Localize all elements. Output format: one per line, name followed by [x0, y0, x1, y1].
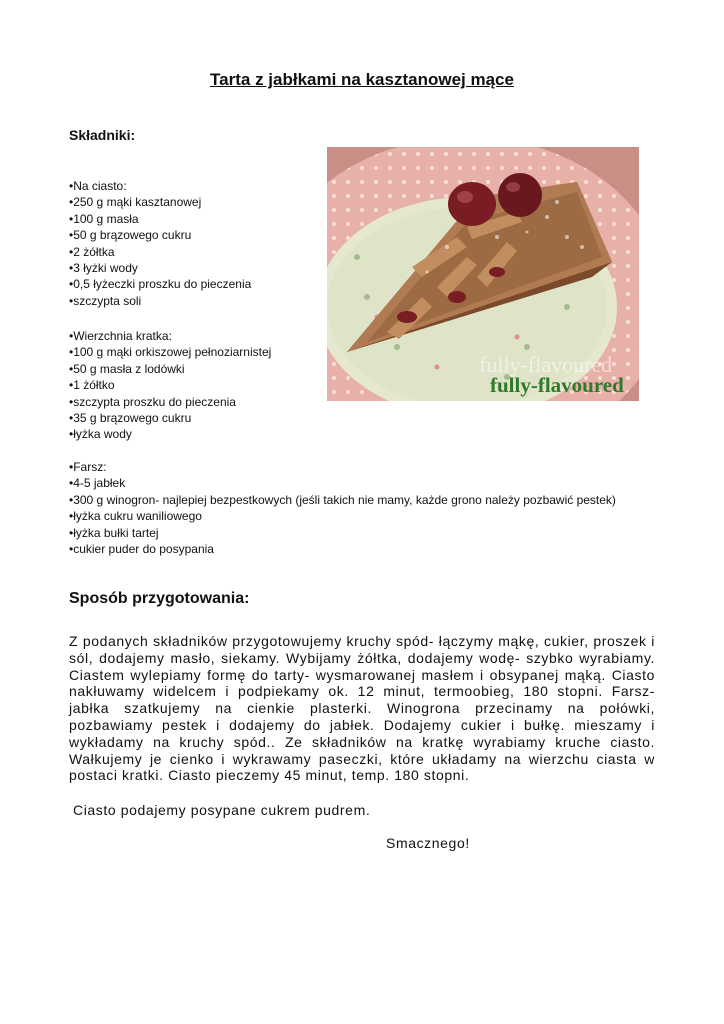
- list-item: • 100 g masła: [69, 211, 251, 227]
- list-item: • cukier puder do posypania: [69, 541, 616, 557]
- list-item: • Wierzchnia kratka:: [69, 328, 271, 344]
- method-paragraph: Z podanych składników przygotowujemy kruchy spód- łączymy mąkę, cukier, proszek i sól, dodajemy masło, siekamy. Wybijamy żółtka, dodajemy wodę- szybko wyrabiamy. Ciastem wylepiamy formę do tarty- wysmarowanej masłem i obsypanej mąką. Ciasto nakłuwamy widelcem i podpiekamy ok. 12 minut, termoobieg, 180 stopni. Farsz- jabłka szatkujemy na cienkie plasterki. Winogrona przecinamy na połówki, pozbawiamy pestek i dodajemy do jabłek. Dodajemy cukier i bułkę. mieszamy i wykładamy na kruchy spód.. Ze składników na kratkę wyrabiamy kruche ciasto. Wałkujemy je cienko i wykrawamy paseczki, które układamy na wierzchu ciasta w postaci kratki. Ciasto pieczemy 45 minut, temp. 180 stopni.: [69, 633, 655, 784]
- list-item: • 100 g mąki orkiszowej pełnoziarnistej: [69, 344, 271, 360]
- tart-photo: [327, 147, 639, 401]
- list-item: • 4-5 jabłek: [69, 475, 616, 491]
- list-item: • łyżka cukru waniliowego: [69, 508, 616, 524]
- list-item: • 50 g masła z lodówki: [69, 361, 271, 377]
- page-title: Tarta z jabłkami na kasztanowej mące: [210, 70, 514, 89]
- list-item: • 2 żółtka: [69, 244, 251, 260]
- list-item: • 0,5 łyżeczki proszku do pieczenia: [69, 276, 251, 292]
- list-item: • Na ciasto:: [69, 178, 251, 194]
- list-item: • szczypta proszku do pieczenia: [69, 394, 271, 410]
- tart-illustration: [327, 147, 639, 401]
- lattice-ingredient-list: [69, 328, 271, 443]
- photo-watermark: fully-flavoured: [490, 373, 624, 397]
- list-item: • Farsz:: [69, 459, 616, 475]
- list-item: • szczypta soli: [69, 293, 251, 309]
- ingredients-heading: Składniki:: [69, 127, 136, 143]
- method-heading: Sposób przygotowania:: [69, 590, 250, 607]
- list-item: • łyżka bułki tartej: [69, 525, 616, 541]
- list-item: • 1 żółtko: [69, 377, 271, 393]
- list-item: • 35 g brązowego cukru: [69, 410, 271, 426]
- list-item: • 50 g brązowego cukru: [69, 227, 251, 243]
- list-item: • 250 g mąki kasztanowej: [69, 194, 251, 210]
- serving-note: Ciasto podajemy posypane cukrem pudrem.: [73, 802, 371, 818]
- dough-ingredient-list: [69, 178, 251, 309]
- list-item: • łyżka wody: [69, 426, 271, 442]
- list-item: • 300 g winogron- najlepiej bezpestkowych (jeśli takich nie mamy, każde grono należy pozbawić pestek): [69, 492, 616, 508]
- list-item: • 3 łyżki wody: [69, 260, 251, 276]
- closing-text: Smacznego!: [386, 835, 470, 851]
- filling-ingredient-list: [69, 459, 616, 557]
- photo-watermark-faint: fully-flavoured: [479, 352, 613, 377]
